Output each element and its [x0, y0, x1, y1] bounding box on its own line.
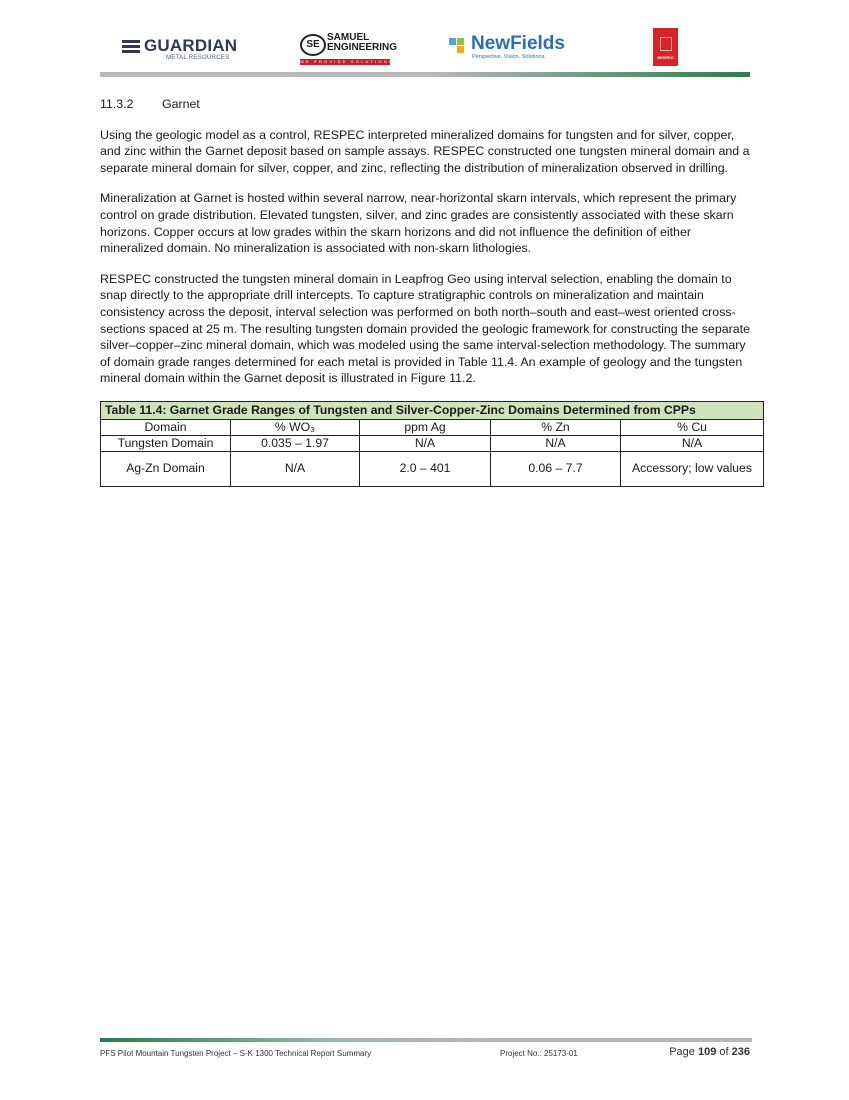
- table-cell: 2.0 – 401: [360, 451, 491, 486]
- paragraph: Using the geologic model as a control, RESPEC interpreted mineralized domains for tungsten and for silver, copper, and zinc within the Garnet deposit based on sample assays. RESPEC constructed one tungsten mineral domain and a separate mineral domain for silver, copper, and zinc, reflecting the distribution of mineralization observed in drilling.: [100, 127, 750, 175]
- section-heading: [100, 96, 750, 113]
- page-number: [669, 1046, 750, 1058]
- column-header: ppm Ag: [360, 419, 491, 435]
- table-row: [101, 451, 764, 486]
- total-pages: 236: [731, 1046, 750, 1058]
- section-title: Garnet: [162, 97, 200, 111]
- newfields-square-icon: [457, 46, 464, 53]
- project-number: Project No.: 25173-01: [500, 1049, 578, 1058]
- respec-logo-name: RESPEC: [657, 55, 674, 60]
- samuel-tagline: WE PROVIDE SOLUTIONS: [300, 59, 394, 64]
- menu-bars-icon: [122, 40, 140, 53]
- section-number: 11.3.2: [100, 97, 134, 111]
- newfields-square-icon: [457, 38, 464, 45]
- newfields-square-icon: [449, 38, 456, 45]
- column-header: % Zn: [491, 419, 621, 435]
- respec-logo: [653, 28, 678, 66]
- guardian-logo-name: GUARDIAN: [144, 36, 238, 55]
- samuel-logo-line1: SAMUEL: [327, 32, 370, 43]
- column-header: Domain: [101, 419, 231, 435]
- footer-divider: [100, 1038, 752, 1042]
- table-row: [101, 435, 764, 451]
- header-divider: [100, 72, 750, 77]
- grade-ranges-table: [100, 401, 764, 487]
- samuel-logo-line2: ENGINEERING: [327, 42, 398, 53]
- page-header: [100, 32, 750, 74]
- of-label: of: [719, 1046, 729, 1058]
- newfields-logo-name: NewFields: [471, 33, 565, 54]
- table-cell: N/A: [491, 435, 621, 451]
- table-title-row: [101, 401, 764, 419]
- table-title: Table 11.4: Garnet Grade Ranges of Tungsten and Silver-Copper-Zinc Domains Determined from CPPs: [101, 401, 764, 419]
- table-cell: 0.035 – 1.97: [231, 435, 360, 451]
- table-cell: N/A: [360, 435, 491, 451]
- page-label: Page: [669, 1046, 695, 1058]
- table-cell: N/A: [231, 451, 360, 486]
- samuel-badge: SE: [300, 34, 326, 56]
- paragraph: RESPEC constructed the tungsten mineral domain in Leapfrog Geo using interval selection, enabling the domain to snap directly to the appropriate drill intercepts. To capture stratigraphic controls on mineralization and maintain consistency across the deposit, interval selection was performed on both north–south and east–west oriented cross-sections spaced at 25 m. The resulting tungsten domain provided the geologic framework for constructing the separate silver–copper–zinc mineral domain, which was modeled using the same interval-selection methodology. The summary of domain grade ranges determined for each metal is provided in Table 11.4. An example of geology and the tungsten mineral domain within the Garnet deposit is illustrated in Figure 11.2.: [100, 271, 750, 386]
- column-header: % Cu: [621, 419, 764, 435]
- table-cell: Tungsten Domain: [101, 435, 231, 451]
- paragraph: Mineralization at Garnet is hosted within several narrow, near-horizontal skarn intervals, which represent the primary control on grade distribution. Elevated tungsten, silver, and zinc grades are consistently associated with these skarn horizons. Copper occurs at low grades within the skarn horizons and did not influence the definition of either mineralized domain. No mineralization is associated with non-skarn lithologies.: [100, 191, 737, 256]
- page-footer: [100, 1046, 752, 1062]
- page-content: [100, 96, 750, 487]
- table-header-row: [101, 419, 764, 435]
- table-cell: Accessory; low values: [621, 451, 764, 486]
- guardian-logo-subtitle: METAL RESOURCES: [166, 55, 230, 61]
- table-cell: 0.06 – 7.7: [491, 451, 621, 486]
- column-header: % WO₃: [231, 419, 360, 435]
- report-title: PFS Pilot Mountain Tungsten Project – S-K 1300 Technical Report Summary: [100, 1049, 372, 1058]
- current-page: 109: [697, 1046, 717, 1058]
- newfields-tagline: Perspective. Vision. Solutions.: [472, 54, 546, 60]
- respec-mark-icon: [660, 37, 672, 51]
- table-cell: N/A: [621, 435, 764, 451]
- table-cell: Ag-Zn Domain: [101, 451, 231, 486]
